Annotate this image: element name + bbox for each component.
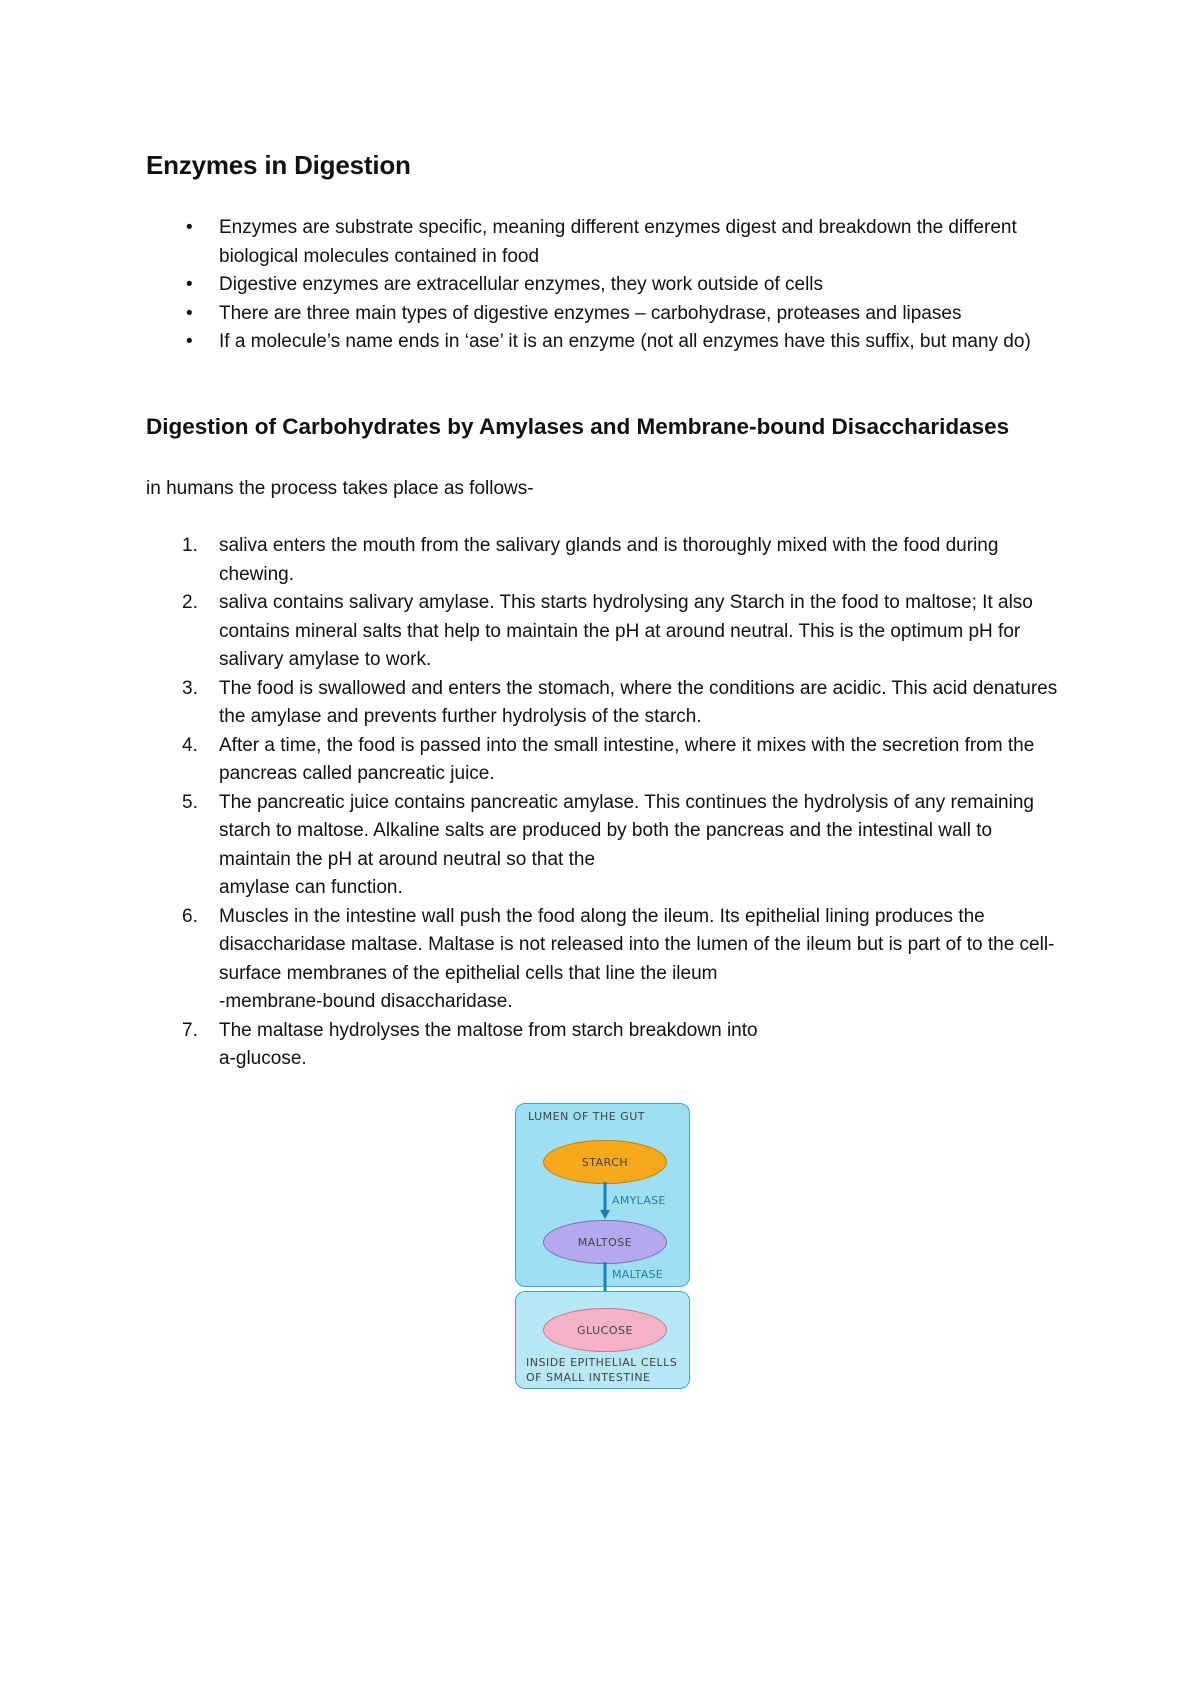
bullet-text: There are three main types of digestive enzymes – carbohydrase, proteases and lipases [219, 302, 962, 324]
bullet-icon: • [186, 217, 193, 238]
lumen-label: LUMEN OF THE GUT [528, 1110, 646, 1123]
list-item [146, 271, 1066, 300]
list-item [146, 532, 1066, 589]
list-item [146, 300, 1066, 329]
bullet-list [146, 214, 1066, 357]
cell-label: INSIDE EPITHELIAL CELLS [526, 1356, 678, 1369]
amylase-label: AMYLASE [612, 1194, 666, 1207]
step-text: The maltase hydrolyses the maltose from starch breakdown into [219, 1019, 758, 1041]
cell-label: OF SMALL INTESTINE [526, 1371, 651, 1384]
bullet-icon: • [186, 302, 193, 324]
list-item [146, 214, 1066, 271]
step-text: saliva enters the mouth from the salivary glands and is thoroughly mixed with the food during chewing. [219, 535, 999, 585]
step-text-continued: a-glucose. [219, 1048, 307, 1069]
starch-node: STARCH [543, 1140, 667, 1184]
step-text: Muscles in the intestine wall push the food along the ileum. Its epithelial lining produces the disaccharidase maltase. Maltase is not released into the lumen of the ileum but is part of to the cell-surface membranes of the epithelial cells that line the ileum [219, 905, 1055, 984]
bullet-text: Enzymes are substrate specific, meaning different enzymes digest and breakdown the different biological molecules contained in food [219, 217, 1017, 267]
bullet-text: If a molecule’s name ends in ‘ase’ it is an enzyme (not all enzymes have this suffix, but many do) [219, 331, 1031, 352]
list-item [146, 328, 1066, 357]
step-text: saliva contains salivary amylase. This starts hydrolysing any Starch in the food to maltose; It also contains mineral salts that help to maintain the pH at around neutral. This is the optimum pH for salivary amylase to work. [219, 592, 1033, 670]
glucose-node: GLUCOSE [543, 1308, 667, 1352]
bullet-text: Digestive enzymes are extracellular enzymes, they work outside of cells [219, 274, 824, 295]
step-number: 2. [182, 592, 198, 613]
step-text: The food is swallowed and enters the stomach, where the conditions are acidic. This acid denatures the amylase and prevents further hydrolysis of the starch. [219, 677, 1058, 727]
step-number: 3. [182, 677, 198, 699]
step-number: 5. [182, 791, 198, 813]
bullet-icon: • [186, 274, 193, 295]
step-text-continued: amylase can function. [219, 877, 403, 898]
step-text: After a time, the food is passed into the small intestine, where it mixes with the secretion from the pancreas called pancreatic juice. [219, 734, 1035, 784]
bullet-icon: • [186, 331, 193, 352]
section-heading: Digestion of Carbohydrates by Amylases and Membrane-bound Disaccharidases [146, 414, 1010, 439]
digestion-diagram [515, 1103, 693, 1397]
arrow-down-icon [600, 1182, 610, 1220]
list-item [146, 589, 1066, 675]
lumen-box [515, 1103, 690, 1287]
page-title: Enzymes in Digestion [146, 150, 411, 180]
step-number: 4. [182, 734, 198, 756]
list-item [146, 1017, 1066, 1074]
step-text-continued: -membrane-bound disaccharidase. [219, 991, 513, 1012]
list-item [146, 789, 1066, 903]
step-number: 1. [182, 535, 198, 556]
epithelial-cell-box [515, 1291, 690, 1389]
maltose-node: MALTOSE [543, 1220, 667, 1264]
step-number: 6. [182, 905, 198, 927]
step-text: The pancreatic juice contains pancreatic amylase. This continues the hydrolysis of any remaining starch to maltose. Alkaline salts are produced by both the pancreas and the intestinal wall to maintain the pH at around neutral so that the [219, 791, 1034, 870]
step-number: 7. [182, 1019, 198, 1041]
list-item [146, 675, 1066, 732]
maltase-label: MALTASE [612, 1268, 664, 1281]
list-item [146, 903, 1066, 1017]
intro-text: in humans the process takes place as follows- [146, 478, 534, 499]
numbered-list [146, 532, 1066, 1074]
list-item [146, 732, 1066, 789]
